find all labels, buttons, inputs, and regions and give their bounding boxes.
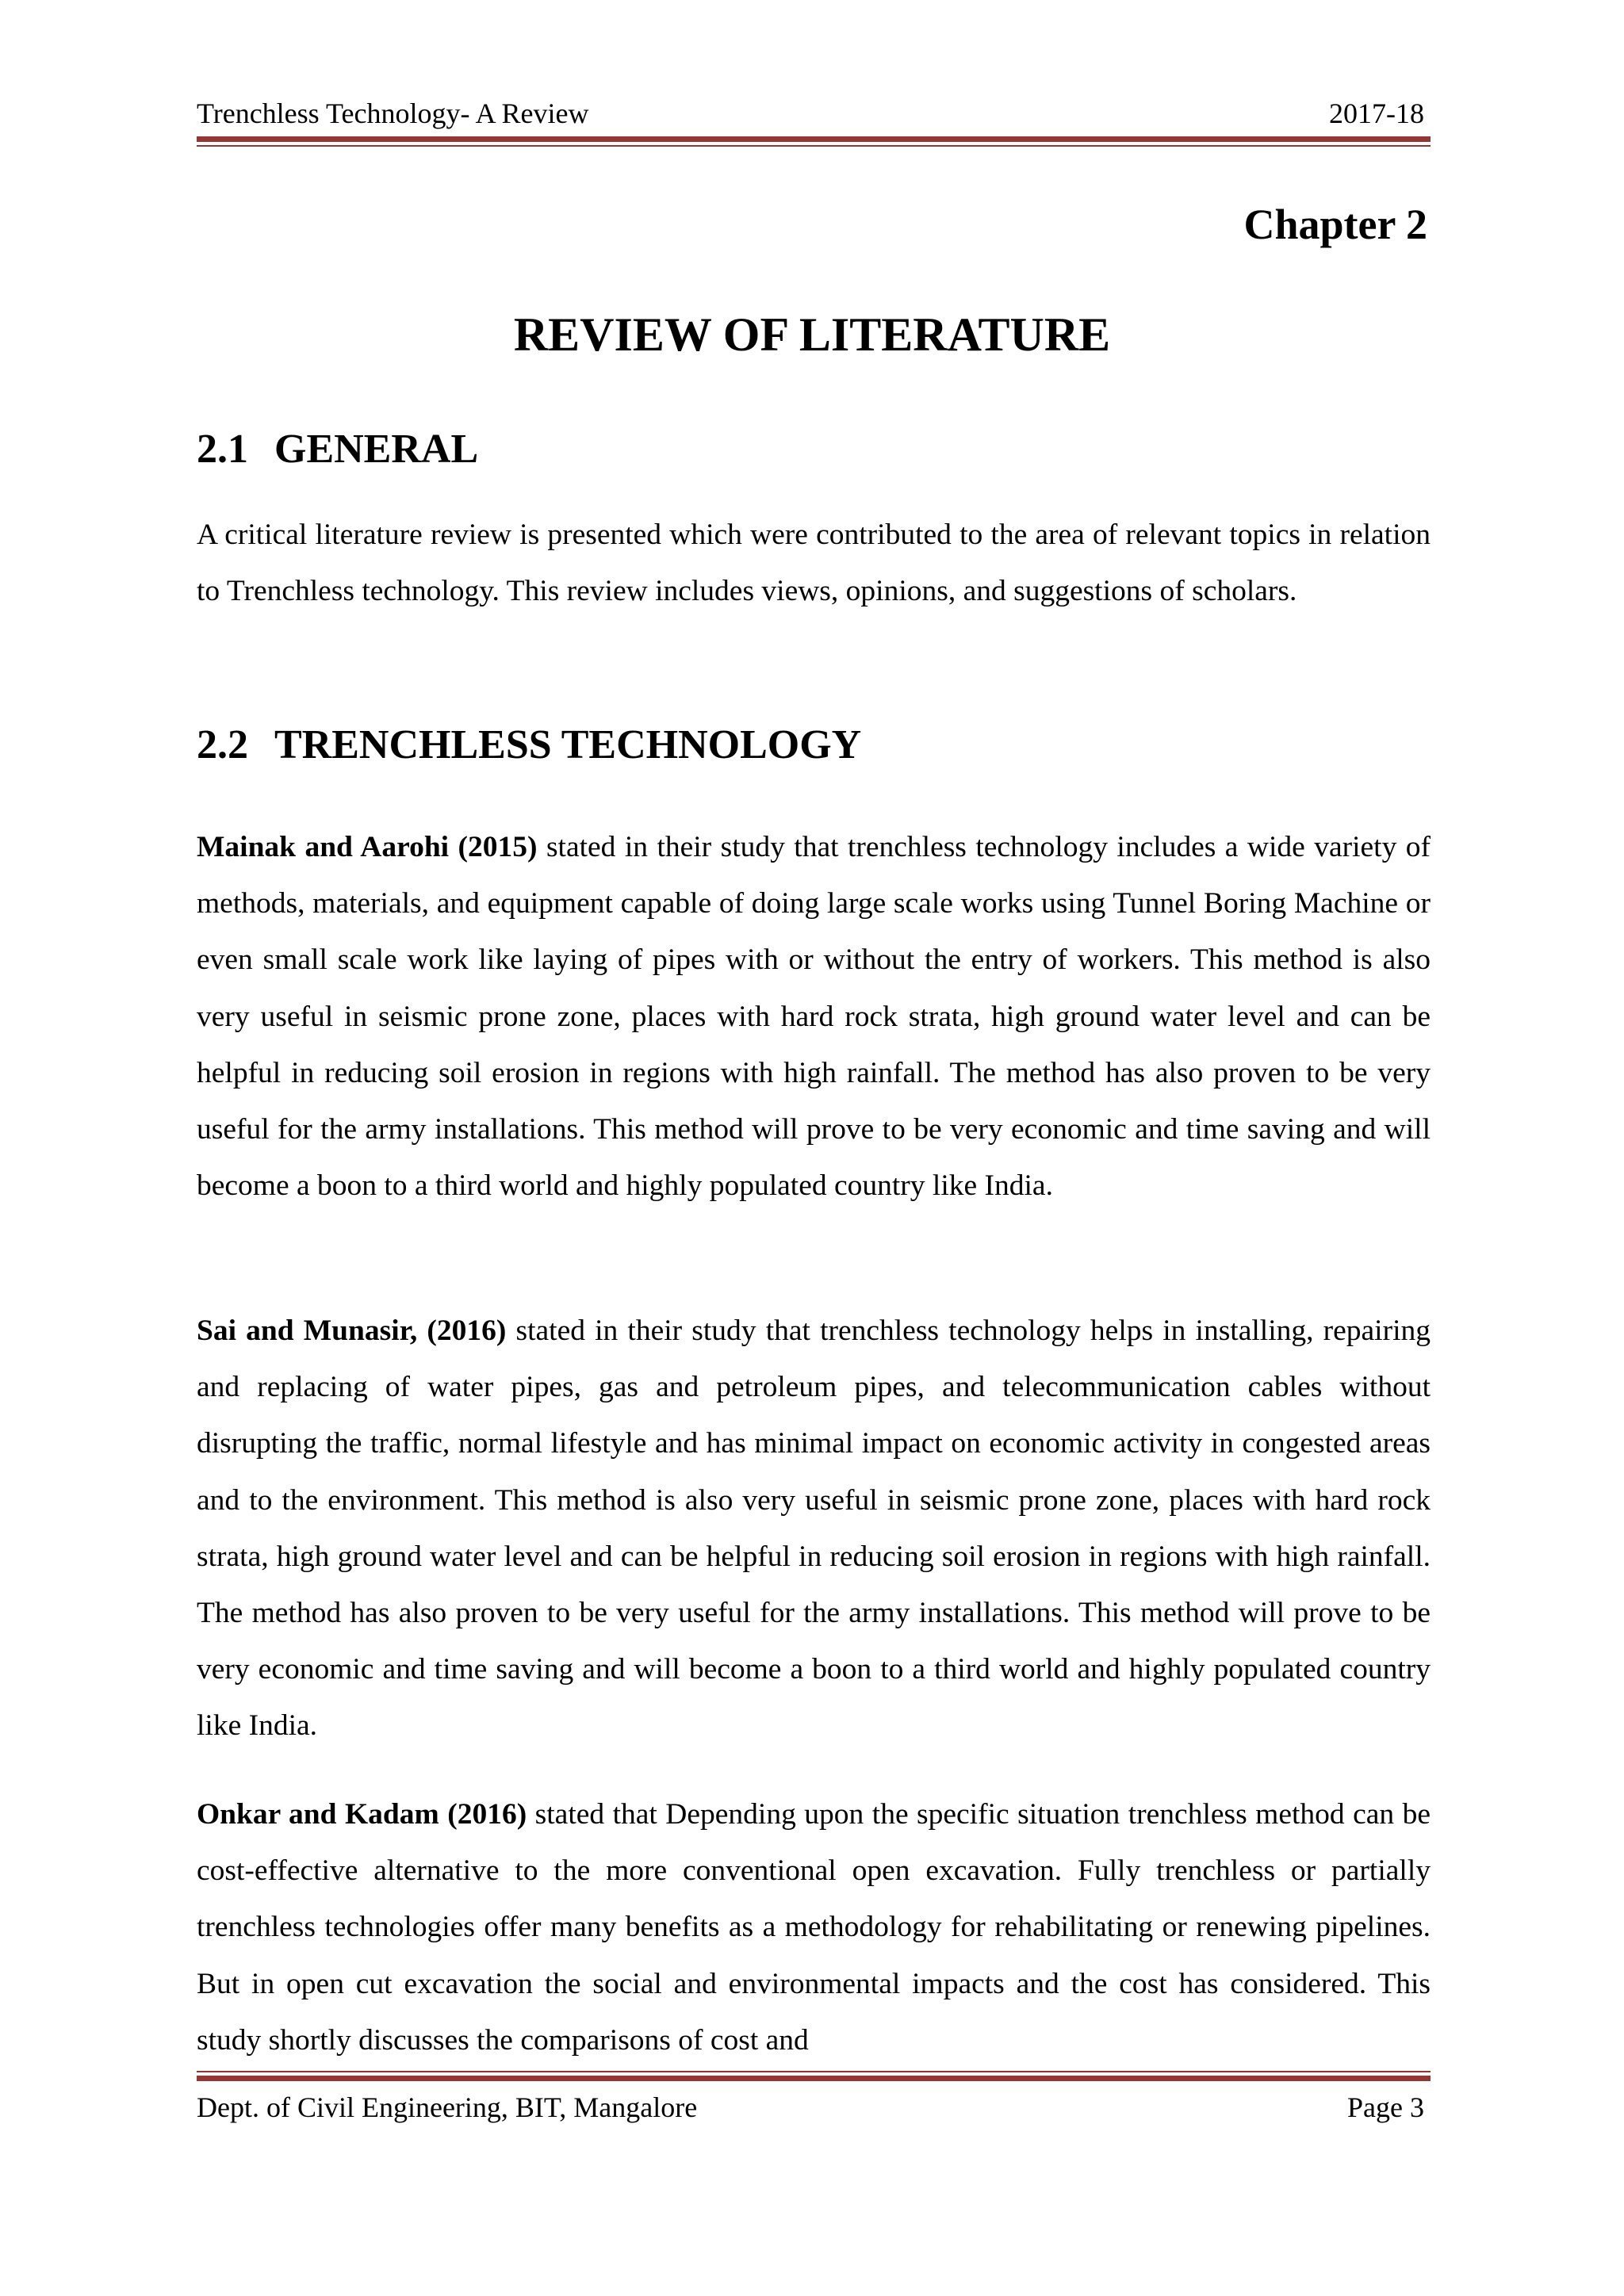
chapter-title: REVIEW OF LITERATURE <box>513 308 1111 361</box>
page-header <box>197 94 1431 133</box>
review-paragraph <box>197 1786 1431 2068</box>
review-authors: Mainak and Aarohi (2015) <box>197 831 538 863</box>
review-text: stated that Depending upon the specific situation trenchless method can be cost-effective alternative to the more conventional open excavation. Fully trenchless or partially trenchless technologies offer many benefits as a methodology for rehabilitating or renewing pipelines. But in open cut excavation the social and environmental impacts and the cost has considered. This study shortly discusses the comparisons of cost and <box>197 1798 1431 2057</box>
section-title: GENERAL <box>274 427 479 472</box>
header-year: 2017-18 <box>1329 98 1424 129</box>
review-text: stated in their study that trenchless technology helps in installing, repairing and replacing of water pipes, gas and petroleum pipes, and telecommunication cables without disrupting the traffic, normal lifestyle and has minimal impact on economic activity in congested areas and to the environment. This method is also very useful in seismic prone zone, places with hard rock strata, high ground water level and can be helpful in reducing soil erosion in regions with high rainfall. The method has also proven to be very useful for the army installations. This method will prove to be very economic and time saving and will become a boon to a third world and highly populated country like India. <box>197 1314 1431 1743</box>
section-heading-general <box>197 422 478 477</box>
footer-rule <box>197 2076 1431 2081</box>
review-paragraph <box>197 819 1431 1214</box>
section-heading-trenchless <box>197 718 861 773</box>
chapter-label: Chapter 2 <box>1243 201 1427 248</box>
section-number: 2.2 <box>197 722 248 767</box>
section-number: 2.1 <box>197 427 248 472</box>
review-paragraph <box>197 1303 1431 1755</box>
footer-page-number: Page 3 <box>1347 2091 1424 2123</box>
review-authors: Sai and Munasir, (2016) <box>197 1314 507 1347</box>
review-authors: Onkar and Kadam (2016) <box>197 1798 527 1831</box>
section-title: TRENCHLESS TECHNOLOGY <box>274 722 862 767</box>
footer-rule-thin <box>197 2071 1431 2072</box>
footer-department: Dept. of Civil Engineering, BIT, Mangalore <box>197 2091 698 2123</box>
header-rule <box>197 136 1431 142</box>
header-rule-thin <box>197 145 1431 147</box>
review-text: stated in their study that trenchless technology includes a wide variety of methods, materials, and equipment capable of doing large scale works using Tunnel Boring Machine or even small scale work like laying of pipes with or without the entry of workers. This method is also very useful in seismic prone zone, places with hard rock strata, high ground water level and can be helpful in reducing soil erosion in regions with high rainfall. The method has also proven to be very useful for the army installations. This method will prove to be very economic and time saving and will become a boon to a third world and highly populated country like India. <box>197 831 1431 1203</box>
general-paragraph: A critical literature review is presented which were contributed to the area of relevant topics in relation to Trenchless technology. This review includes views, opinions, and suggestions of scholars. <box>197 519 1431 608</box>
page-footer <box>197 2087 1431 2128</box>
header-title: Trenchless Technology- A Review <box>197 98 589 129</box>
